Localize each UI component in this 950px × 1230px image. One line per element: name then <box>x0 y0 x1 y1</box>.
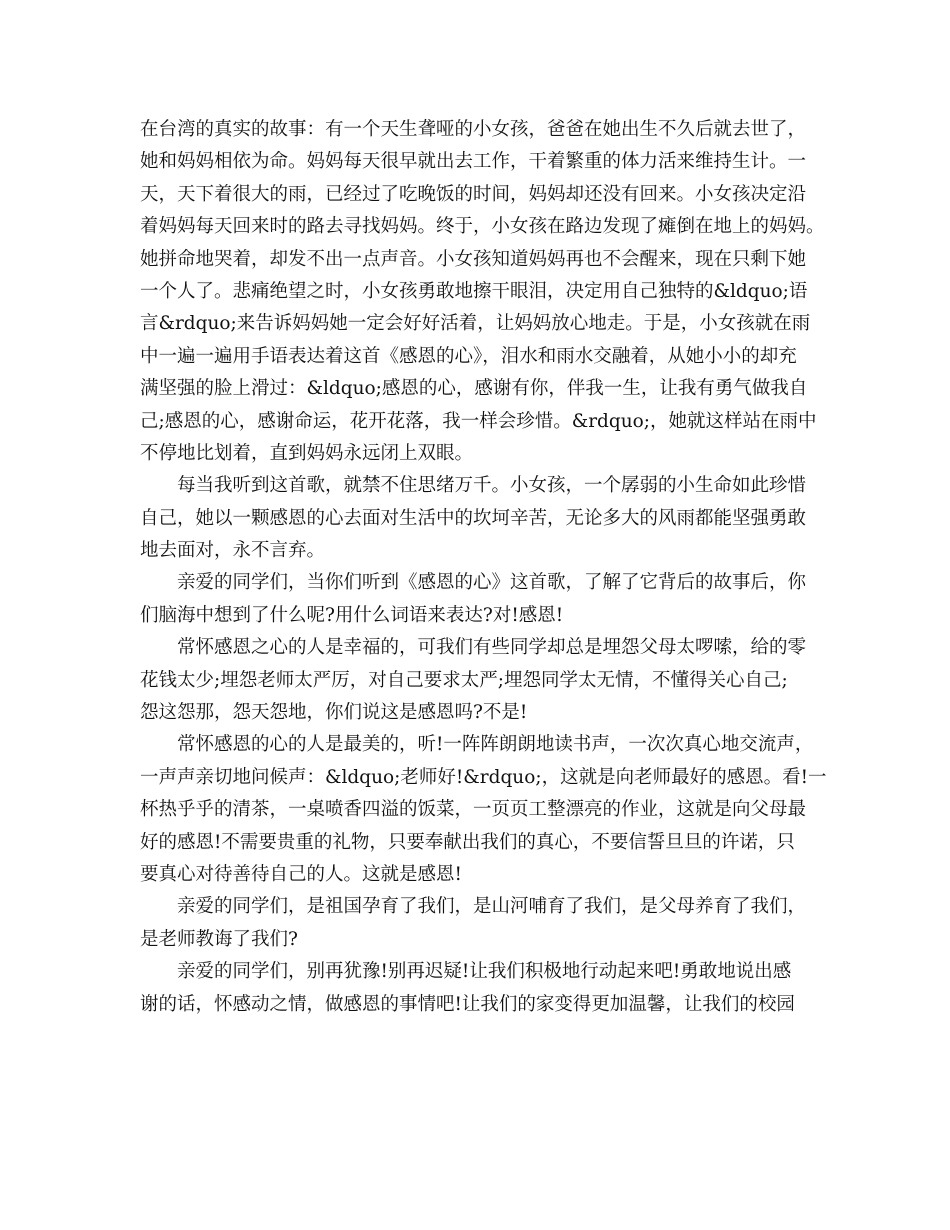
text-line: 自己，她以一颗感恩的心去面对生活中的坎坷辛苦，无论多大的风雨都能坚强勇敢 <box>140 507 807 529</box>
text-line: 怨这怨那，怨天怨地，你们说这是感恩吗?不是! <box>140 702 528 724</box>
document-body <box>140 114 826 1021</box>
text-line: 不停地比划着，直到妈妈永远闭上双眼。 <box>140 442 474 464</box>
text-line: 杯热乎乎的清茶，一桌喷香四溢的饭菜，一页页工整漂亮的作业，这就是向父母最 <box>140 799 807 821</box>
paragraph-first-line: 亲爱的同学们，是祖国孕育了我们，是山河哺育了我们，是父母养育了我们， <box>177 896 807 918</box>
text-line: 她和妈妈相依为命。妈妈每天很早就出去工作，干着繁重的体力活来维持生计。一 <box>140 151 807 173</box>
text-line: 她拼命地哭着，却发不出一点声音。小女孩知道妈妈再也不会醒来，现在只剩下她 <box>140 248 807 270</box>
text-line: 一声声亲切地问候声：&ldquo;老师好!&rdquo;，这就是向老师最好的感恩。看!一 <box>140 766 827 788</box>
paragraph-first-line: 亲爱的同学们，当你们听到《感恩的心》这首歌，了解了它背后的故事后，你 <box>177 572 807 594</box>
text-line: 言&rdquo;来告诉妈妈她一定会好好活着，让妈妈放心地走。于是，小女孩就在雨 <box>140 313 811 335</box>
text-line: 天，天下着很大的雨，已经过了吃晚饭的时间，妈妈却还没有回来。小女孩决定沿 <box>140 183 807 205</box>
paragraph-first-line: 常怀感恩的心的人是最美的，听!一阵阵朗朗地读书声，一次次真心地交流声， <box>177 734 814 756</box>
text-line: 是老师教诲了我们? <box>140 928 298 950</box>
paragraph-first-line: 每当我听到这首歌，就禁不住思绪万千。小女孩，一个孱弱的小生命如此珍惜 <box>177 475 807 497</box>
paragraph-first-line: 亲爱的同学们，别再犹豫!别再迟疑!让我们积极地行动起来吧!勇敢地说出感 <box>177 961 792 983</box>
text-line: 着妈妈每天回来时的路去寻找妈妈。终于，小女孩在路边发现了瘫倒在地上的妈妈。 <box>140 216 825 238</box>
text-line: 花钱太少;埋怨老师太严厉，对自己要求太严;埋怨同学太无情，不懂得关心自己; <box>140 669 788 691</box>
text-line: 谢的话，怀感动之情，做感恩的事情吧!让我们的家变得更加温馨，让我们的校园 <box>140 993 795 1015</box>
text-line: 好的感恩!不需要贵重的礼物，只要奉献出我们的真心，不要信誓旦旦的许诺，只 <box>140 831 795 853</box>
text-line: 地去面对，永不言弃。 <box>140 540 326 562</box>
text-line: 己;感恩的心，感谢命运，花开花落，我一样会珍惜。&rdquo;，她就这样站在雨中 <box>140 410 817 432</box>
paragraph-first-line: 常怀感恩之心的人是幸福的，可我们有些同学却总是埋怨父母太啰嗦，给的零 <box>177 637 807 659</box>
text-line: 要真心对待善待自己的人。这就是感恩! <box>140 863 462 885</box>
text-line: 中一遍一遍用手语表达着这首《感恩的心》，泪水和雨水交融着，从她小小的却充 <box>140 345 797 367</box>
text-line: 一个人了。悲痛绝望之时，小女孩勇敢地擦干眼泪，决定用自己独特的&ldquo;语 <box>140 280 808 302</box>
text-line: 满坚强的脸上滑过：&ldquo;感恩的心，感谢有你，伴我一生，让我有勇气做我自 <box>140 378 808 400</box>
text-line: 在台湾的真实的故事：有一个天生聋哑的小女孩，爸爸在她出生不久后就去世了， <box>140 119 807 140</box>
text-line: 们脑海中想到了什么呢?用什么词语来表达?对!感恩! <box>140 604 564 626</box>
